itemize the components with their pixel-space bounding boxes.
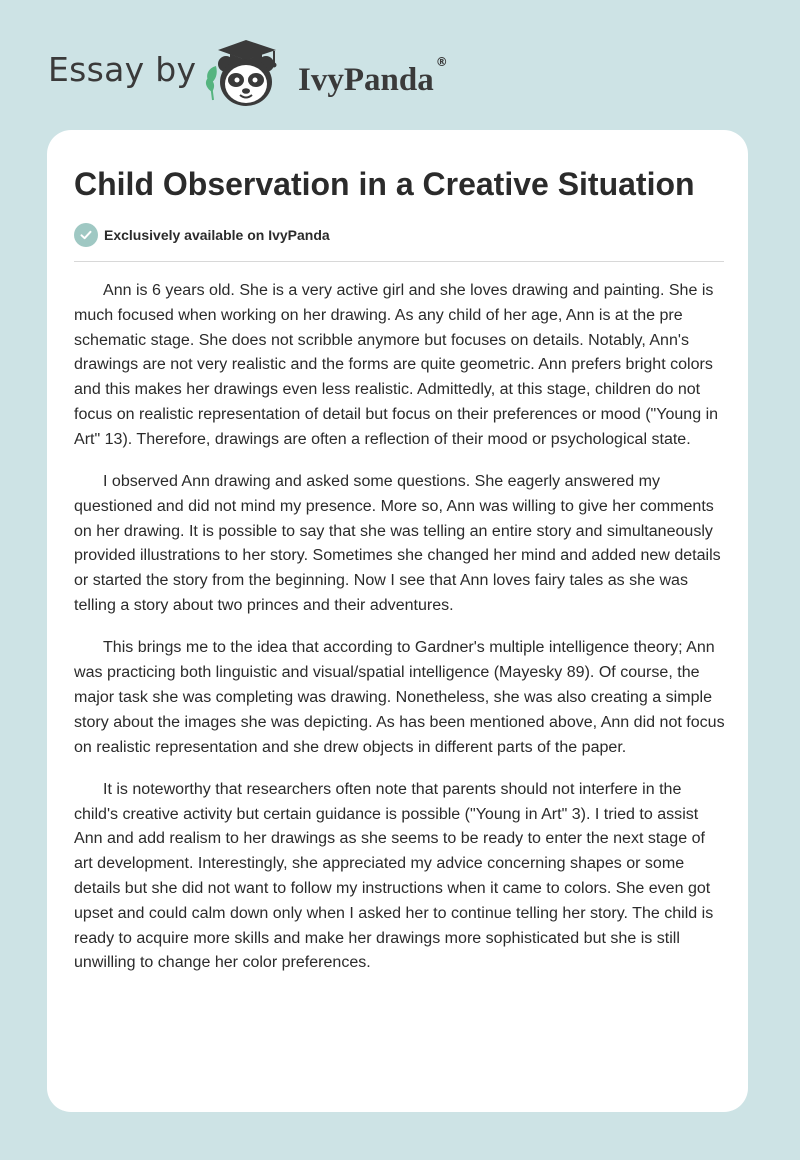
- paragraph: This brings me to the idea that according to Gardner's multiple intelligence theory; Ann was practicing both linguistic and visual/spatial intelligence (Mayesky 89). Of course, the major task she was completing was drawing. Nonetheless, she was also creating a simple story about the images she was depicting. As has been mentioned above, Ann did not focus on realistic representation and she drew objects in different parts of the paper.: [74, 638, 725, 756]
- panda-graduate-icon[interactable]: [198, 34, 294, 110]
- exclusive-badge: [74, 222, 330, 248]
- essay-by-label: Essay by: [48, 50, 197, 89]
- paragraph: I observed Ann drawing and asked some questions. She eagerly answered my questioned and did not mind my presence. More so, Ann was willing to give her comments on her drawing. It is possible to say that she was telling an entire story and simultaneously provided illustrations to her story. Sometimes she changed her mind and added new details or started the story from the beginning. Now I see that Ann loves fairy tales as she was telling a story about two princes and their adventures.: [74, 472, 721, 615]
- title-divider: [74, 261, 724, 262]
- registered-mark: ®: [435, 55, 448, 69]
- exclusive-label: Exclusively available on IvyPanda: [104, 227, 330, 243]
- essay-title: Child Observation in a Creative Situation: [74, 166, 695, 202]
- essay-card: [47, 130, 748, 1112]
- site-header: [0, 0, 800, 130]
- essay-body: [74, 278, 726, 993]
- brand-text: IvyPanda: [298, 62, 434, 98]
- paragraph: Ann is 6 years old. She is a very active girl and she loves drawing and painting. She is much focused when working on her drawing. As any child of her age, Ann is at the pre schematic stage. She does not scribble anymore but focuses on details. Notably, Ann's drawings are not very realistic and the forms are quite geometric. Ann prefers bright colors and this makes her drawings even less realistic. Admittedly, at this stage, children do not focus on realistic representation of detail but focus on their preferences or mood ("Young in Art" 13). Therefore, drawings are often a reflection of their mood or psychological state.: [74, 281, 719, 448]
- brand-name[interactable]: [298, 54, 448, 100]
- paragraph: It is noteworthy that researchers often note that parents should not interfere in the child's creative activity but certain guidance is possible ("Young in Art" 3). I tried to assist Ann and add realism to her drawings as she seems to be ready to enter the next stage of art development. Interestingly, she appreciated my advice concerning shapes or some details but she did not want to follow my instructions when it came to colors. She even got upset and could calm down only when I asked her to continue telling her story. The child is ready to acquire more skills and make her drawings more sophisticated but she is still unwilling to change her color preferences.: [74, 779, 714, 972]
- check-circle-icon: [74, 223, 98, 247]
